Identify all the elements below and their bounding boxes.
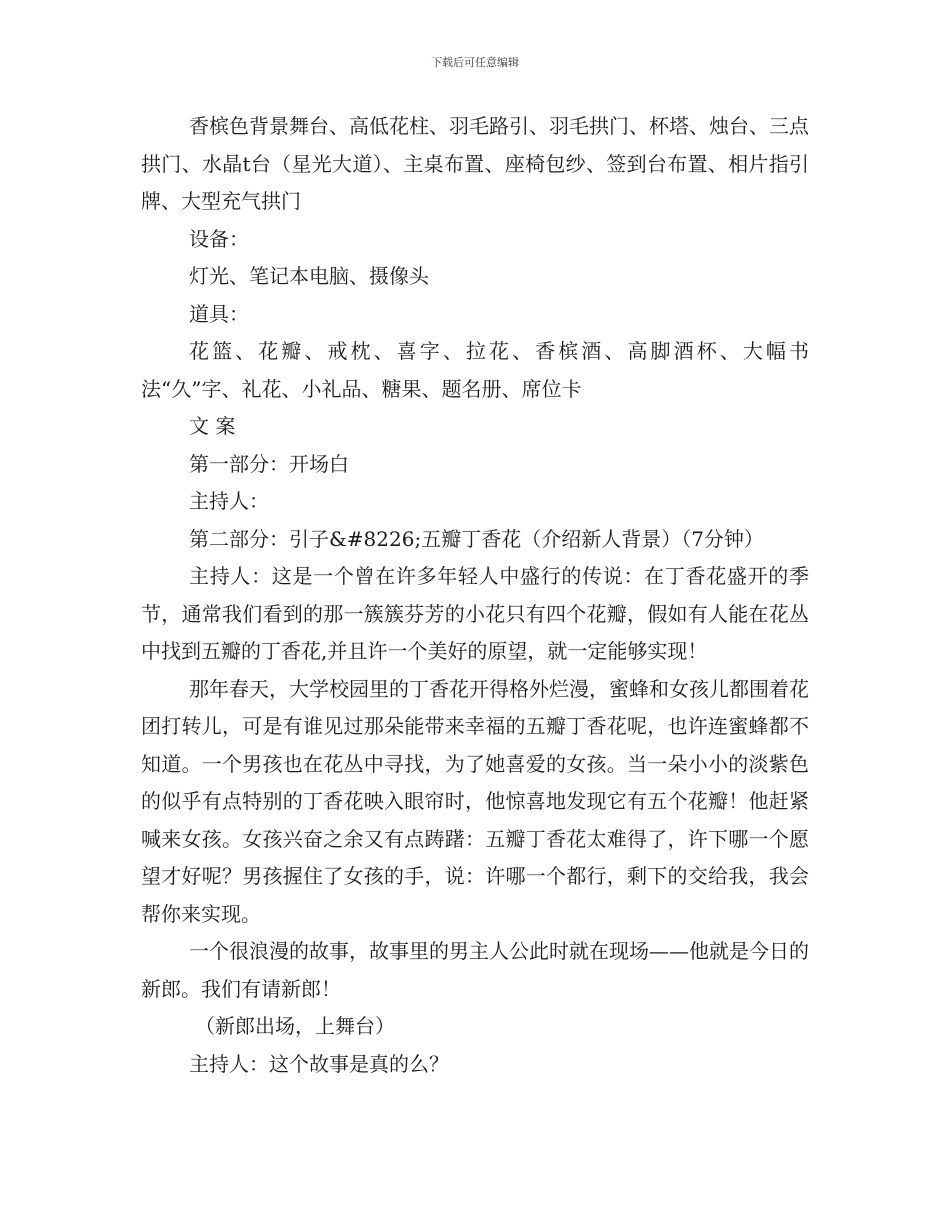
paragraph-equipment-list: 灯光、笔记本电脑、摄像头 (189, 264, 429, 288)
paragraph-props-list: 花篮、花瓣、戒枕、喜字、拉花、香槟酒、高脚酒杯、大幅书法“久”字、礼花、小礼品、糖果、题名册、席位卡 (141, 339, 809, 401)
document-body (141, 108, 809, 1083)
paragraph-stage-direction: （新郎出场，上舞台） (195, 1014, 395, 1038)
paragraph-legend: 主持人：这是一个曾在许多年轻人中盛行的传说：在丁香花盛开的季节，通常我们看到的那一簇簇芬芳的小花只有四个花瓣，假如有人能在花丛中找到五瓣的丁香花,并且许一个美好的原望，就一定能够实现！ (141, 564, 809, 663)
paragraph-part-two: 第二部分：引子&#8226;五瓣丁香花（介绍新人背景）（7分钟） (189, 526, 764, 551)
paragraph-props-heading: 道具： (189, 301, 249, 326)
paragraph-host-question: 主持人：这个故事是真的么？ (189, 1051, 449, 1076)
paragraph-part-one: 第一部分：开场白 (189, 451, 349, 476)
paragraph-story: 那年春天，大学校园里的丁香花开得格外烂漫，蜜蜂和女孩儿都围着花团打转儿，可是有谁见过那朵能带来幸福的五瓣丁香花呢，也许连蜜蜂都不知道。一个男孩也在花丛中寻找，为了她喜爱的女孩。当一朵小小的淡紫色的似乎有点特别的丁香花映入眼帘时，他惊喜地发现它有五个花瓣！他赶紧喊来女孩。女孩兴奋之余又有点踌躇：五瓣丁香花太难得了，许下哪一个愿望才好呢？男孩握住了女孩的手，说：许哪一个都行，剩下的交给我，我会帮你来实现。 (141, 676, 809, 926)
paragraph-equipment-heading: 设备： (189, 226, 249, 251)
paragraph-script-heading: 文 案 (189, 414, 236, 438)
page-header: 下载后可任意编辑 (431, 56, 519, 69)
paragraph-host-label: 主持人： (189, 489, 269, 513)
paragraph-groom-intro: 一个很浪漫的故事，故事里的男主人公此时就在现场——他就是今日的新郎。我们有请新郎！ (141, 939, 809, 1001)
paragraph-decor-list: 香槟色背景舞台、高低花柱、羽毛路引、羽毛拱门、杯塔、烛台、三点拱门、水晶t台（星光大道）、主桌布置、座椅包纱、签到台布置、相片指引牌、大型充气拱门 (141, 114, 809, 213)
